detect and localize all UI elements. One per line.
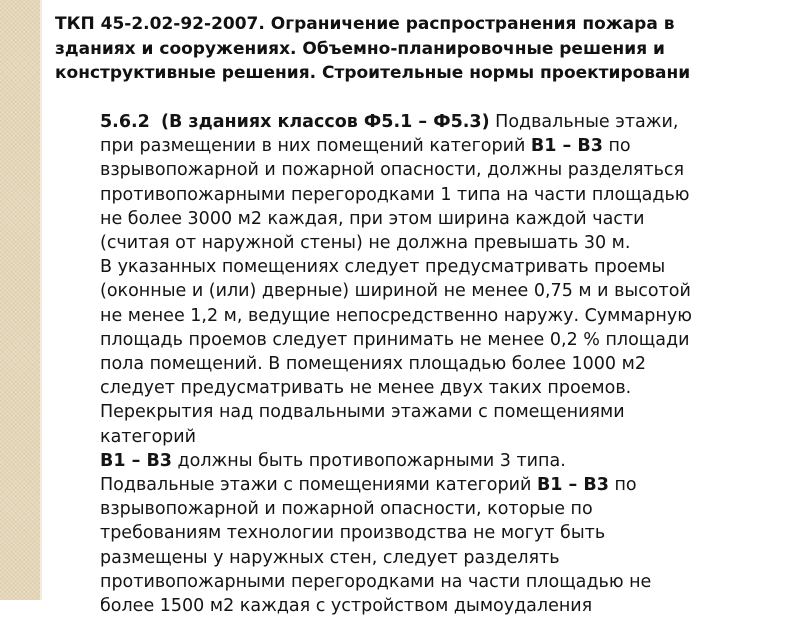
category-3: В1 – В3 bbox=[536, 475, 609, 496]
body-line-5: не более 3000 м2 каждая, при этом ширина каждой части bbox=[100, 208, 645, 229]
para1-start: Подвальные этажи, bbox=[495, 112, 679, 132]
section-scope: (В зданиях классов Ф5.1 – Ф5.3) bbox=[160, 112, 490, 132]
body-line-11: пола помещений. В помещениях площадью более 1000 м2 bbox=[100, 354, 646, 375]
body-line-16 bbox=[100, 473, 800, 497]
para1-line2-a: при размещении в них помещений категорий bbox=[100, 136, 526, 157]
category-1: В1 – В3 bbox=[530, 136, 603, 157]
body-line-17: взрывопожарной и пожарной опасности, которые по bbox=[100, 499, 593, 520]
body-line-1 bbox=[100, 110, 800, 134]
body-line-19: размещены у наружных стен, следует разделять bbox=[100, 547, 560, 568]
title-line-3: конструктивные решения. Строительные нормы проектировани bbox=[55, 63, 691, 83]
para4-line1-a: Подвальные этажи с помещениями категорий bbox=[100, 475, 532, 496]
body-line-8: (оконные и (или) дверные) шириной не менее 0,75 м и высотой bbox=[100, 281, 691, 302]
title-line-1: ТКП 45-2.02-92-2007. Ограничение распространения пожара в bbox=[55, 14, 675, 34]
body-line-12: следует предусматривать не менее двух таких проемов. bbox=[100, 378, 632, 399]
body-line-9: не менее 1,2 м, ведущие непосредственно наружу. Суммарную bbox=[100, 305, 692, 326]
title-line-2: зданиях и сооружениях. Объемно-планировочные решения и bbox=[55, 38, 665, 59]
para3-end: должны быть противопожарными 3 типа. bbox=[177, 450, 566, 471]
section-number: 5.6.2 bbox=[100, 112, 150, 132]
slide-title bbox=[55, 12, 800, 87]
body-line-21: более 1500 м2 каждая с устройством дымоудаления bbox=[100, 596, 593, 617]
body-line-13: Перекрытия над подвальными этажами с помещениями bbox=[100, 402, 625, 423]
para4-line1-b: по bbox=[614, 475, 637, 496]
body-line-14: категорий bbox=[100, 426, 197, 447]
body-line-6: (считая от наружной стены) не должна превышать 30 м. bbox=[100, 233, 631, 254]
body-line-3: взрывопожарной и пожарной опасности, должны разделяться bbox=[100, 160, 685, 181]
body-line-20: противопожарными перегородками на части площадью не bbox=[100, 571, 652, 592]
category-2: В1 – В3 bbox=[100, 450, 172, 471]
side-bar-edge bbox=[40, 0, 42, 600]
para1-line2-b: по bbox=[608, 136, 631, 157]
body-line-4: противопожарными перегородками 1 типа на части площадью bbox=[100, 184, 690, 205]
body-line-18: требованиям технологии производства не могут быть bbox=[100, 523, 606, 544]
body-line-7: В указанных помещениях следует предусматривать проемы bbox=[100, 257, 666, 278]
decorative-side-bar bbox=[0, 0, 40, 600]
body-line-10: площадь проемов следует принимать не менее 0,2 % площади bbox=[100, 329, 690, 350]
body-line-15 bbox=[100, 449, 800, 473]
slide-body bbox=[100, 110, 800, 617]
body-line-2 bbox=[100, 134, 800, 158]
